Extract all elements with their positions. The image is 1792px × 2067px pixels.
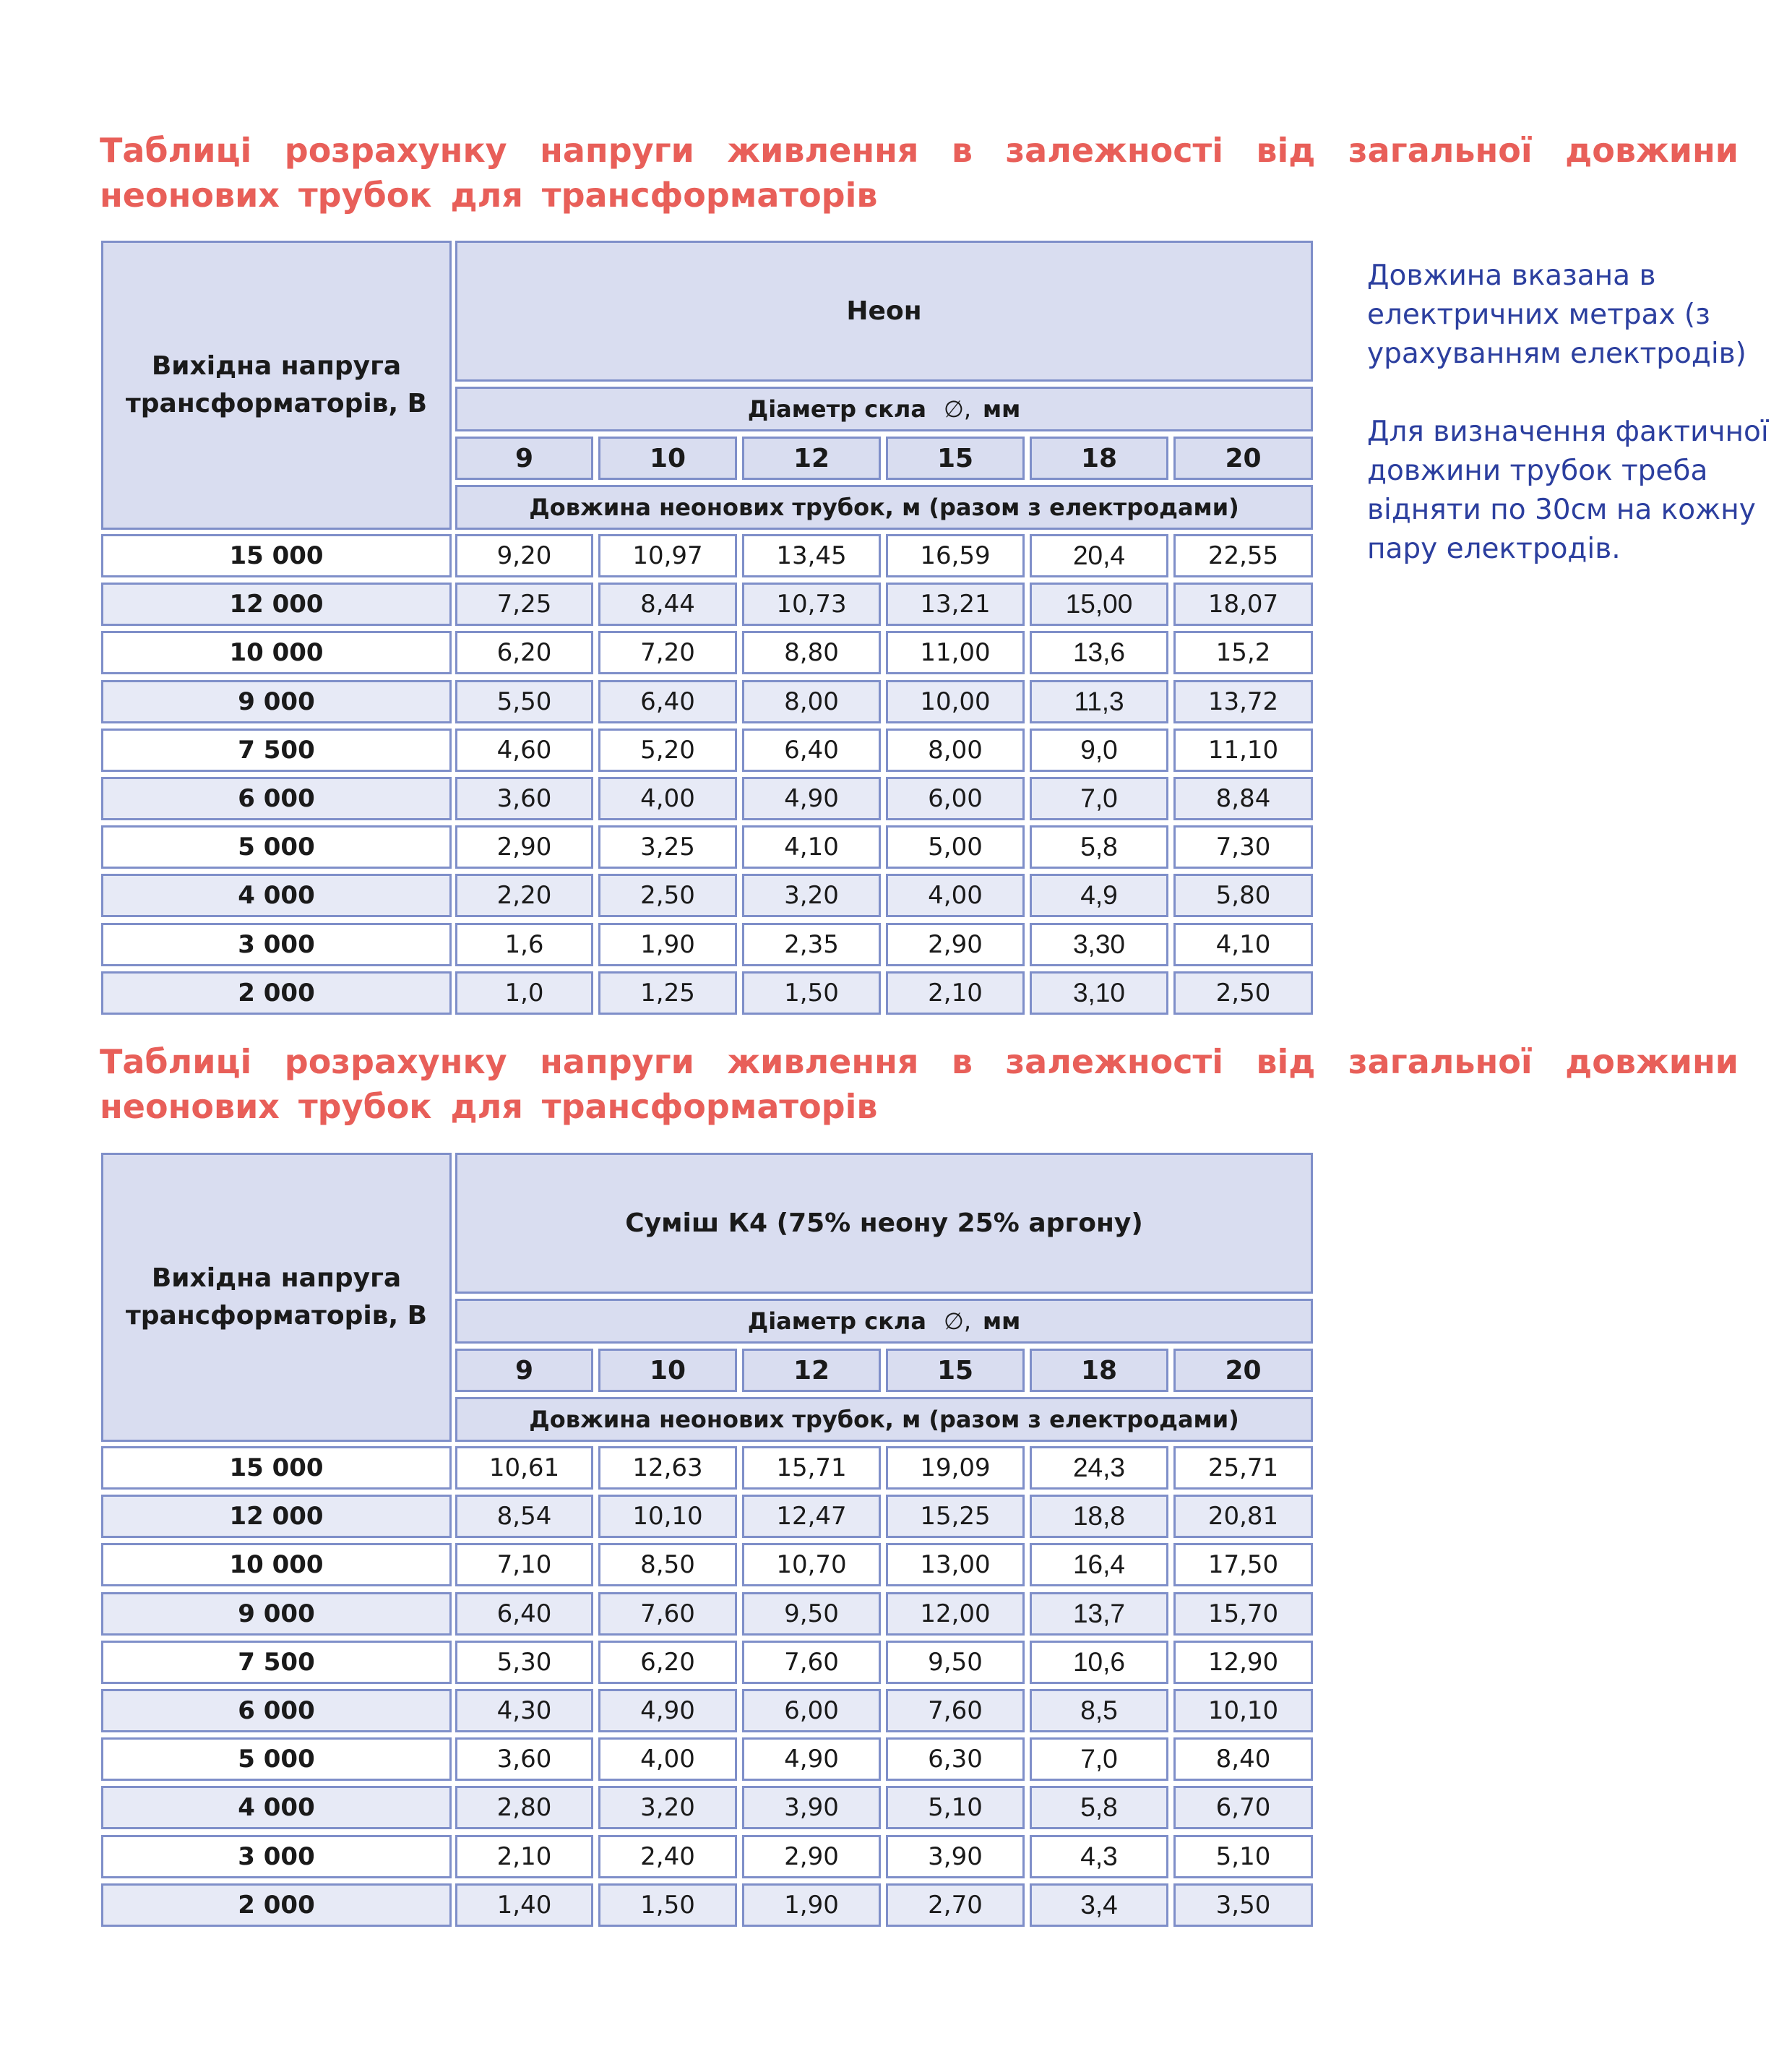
voltage-cell: 4 000 — [101, 874, 452, 917]
length-value-cell: 1,90 — [742, 1883, 881, 1927]
length-value-cell: 5,10 — [1173, 1835, 1313, 1878]
length-value-cell: 9,0 — [1030, 729, 1168, 772]
voltage-cell: 5 000 — [101, 825, 452, 869]
length-value-cell: 7,60 — [598, 1592, 737, 1636]
length-value-cell: 4,90 — [742, 777, 881, 820]
length-value-cell: 5,30 — [455, 1641, 593, 1684]
length-value-cell: 10,00 — [886, 680, 1025, 723]
gas-header: Суміш К4 (75% неону 25% аргону) — [455, 1153, 1313, 1294]
diameter-column-header: 20 — [1173, 437, 1313, 480]
length-value-cell: 2,20 — [455, 874, 593, 917]
length-value-cell: 15,00 — [1030, 583, 1168, 626]
length-value-cell: 9,50 — [886, 1641, 1025, 1684]
length-value-cell: 3,20 — [742, 874, 881, 917]
length-value-cell: 2,90 — [742, 1835, 881, 1878]
voltage-cell: 12 000 — [101, 1495, 452, 1538]
length-value-cell: 4,00 — [598, 777, 737, 820]
length-value-cell: 7,60 — [886, 1689, 1025, 1732]
table-title: Таблиці розрахунку напруги живлення в залежності від загальної довжини неонових трубок для трансформаторів — [100, 1042, 1739, 1126]
diameter-unit: мм — [982, 395, 1021, 423]
length-value-cell: 3,30 — [1030, 923, 1168, 966]
length-value-cell: 13,72 — [1173, 680, 1313, 723]
length-value-cell: 10,61 — [455, 1446, 593, 1490]
length-value-cell: 3,25 — [598, 825, 737, 869]
length-value-cell: 7,20 — [598, 631, 737, 674]
length-value-cell: 9,50 — [742, 1592, 881, 1636]
length-value-cell: 12,47 — [742, 1495, 881, 1538]
length-value-cell: 10,70 — [742, 1543, 881, 1586]
length-value-cell: 6,40 — [742, 729, 881, 772]
length-value-cell: 1,6 — [455, 923, 593, 966]
voltage-cell: 15 000 — [101, 534, 452, 577]
voltage-cell: 10 000 — [101, 1543, 452, 1586]
length-value-cell: 7,0 — [1030, 777, 1168, 820]
length-value-cell: 6,00 — [742, 1689, 881, 1732]
length-value-cell: 5,20 — [598, 729, 737, 772]
diameter-column-header: 18 — [1030, 1349, 1168, 1392]
length-value-cell: 3,10 — [1030, 971, 1168, 1015]
diameter-column-header: 12 — [742, 437, 881, 480]
length-value-cell: 4,3 — [1030, 1835, 1168, 1878]
length-value-cell: 7,60 — [742, 1641, 881, 1684]
voltage-cell: 6 000 — [101, 777, 452, 820]
length-value-cell: 7,0 — [1030, 1737, 1168, 1781]
length-value-cell: 8,80 — [742, 631, 881, 674]
diameter-column-header: 18 — [1030, 437, 1168, 480]
diameter-column-header: 12 — [742, 1349, 881, 1392]
length-value-cell: 5,50 — [455, 680, 593, 723]
length-value-cell: 8,00 — [742, 680, 881, 723]
length-header: Довжина неонових трубок, м (разом з електродами) — [455, 485, 1313, 530]
length-value-cell: 13,45 — [742, 534, 881, 577]
length-value-cell: 15,25 — [886, 1495, 1025, 1538]
length-value-cell: 6,70 — [1173, 1786, 1313, 1829]
side-note-paragraph: Для визначення фактичної довжини трубок треба відняти по 30см на кожну пару електродів. — [1367, 416, 1769, 565]
length-value-cell: 13,21 — [886, 583, 1025, 626]
voltage-cell: 5 000 — [101, 1737, 452, 1781]
length-value-cell: 4,90 — [598, 1689, 737, 1732]
length-value-cell: 6,30 — [886, 1737, 1025, 1781]
row-header: Вихідна напруга трансформаторів, В — [101, 241, 452, 530]
voltage-cell: 9 000 — [101, 680, 452, 723]
length-value-cell: 9,20 — [455, 534, 593, 577]
length-value-cell: 20,81 — [1173, 1495, 1313, 1538]
voltage-cell: 2 000 — [101, 971, 452, 1015]
length-value-cell: 8,84 — [1173, 777, 1313, 820]
length-value-cell: 4,10 — [742, 825, 881, 869]
length-value-cell: 2,10 — [886, 971, 1025, 1015]
length-value-cell: 16,4 — [1030, 1543, 1168, 1586]
table-title: Таблиці розрахунку напруги живлення в залежності від загальної довжини неонових трубок для трансформаторів — [100, 131, 1739, 215]
length-value-cell: 25,71 — [1173, 1446, 1313, 1490]
length-value-cell: 6,00 — [886, 777, 1025, 820]
length-value-cell: 19,09 — [886, 1446, 1025, 1490]
length-value-cell: 10,6 — [1030, 1641, 1168, 1684]
length-value-cell: 10,97 — [598, 534, 737, 577]
length-value-cell: 8,00 — [886, 729, 1025, 772]
length-value-cell: 2,80 — [455, 1786, 593, 1829]
length-value-cell: 3,4 — [1030, 1883, 1168, 1927]
voltage-cell: 7 500 — [101, 729, 452, 772]
length-value-cell: 15,2 — [1173, 631, 1313, 674]
length-value-cell: 7,10 — [455, 1543, 593, 1586]
length-value-cell: 13,7 — [1030, 1592, 1168, 1636]
length-value-cell: 12,63 — [598, 1446, 737, 1490]
length-value-cell: 13,00 — [886, 1543, 1025, 1586]
length-value-cell: 1,40 — [455, 1883, 593, 1927]
length-value-cell: 4,00 — [598, 1737, 737, 1781]
diameter-column-header: 9 — [455, 437, 593, 480]
length-value-cell: 6,40 — [455, 1592, 593, 1636]
voltage-cell: 3 000 — [101, 1835, 452, 1878]
length-value-cell: 16,59 — [886, 534, 1025, 577]
length-value-cell: 5,10 — [886, 1786, 1025, 1829]
length-value-cell: 5,00 — [886, 825, 1025, 869]
diameter-column-header: 15 — [886, 1349, 1025, 1392]
length-value-cell: 8,5 — [1030, 1689, 1168, 1732]
length-value-cell: 5,8 — [1030, 1786, 1168, 1829]
length-value-cell: 2,90 — [455, 825, 593, 869]
length-value-cell: 10,10 — [598, 1495, 737, 1538]
length-header: Довжина неонових трубок, м (разом з електродами) — [455, 1397, 1313, 1442]
diameter-column-header: 20 — [1173, 1349, 1313, 1392]
length-value-cell: 3,50 — [1173, 1883, 1313, 1927]
diameter-unit: мм — [982, 1307, 1021, 1335]
voltage-cell: 12 000 — [101, 583, 452, 626]
length-value-cell: 8,44 — [598, 583, 737, 626]
length-value-cell: 22,55 — [1173, 534, 1313, 577]
diameter-column-header: 10 — [598, 1349, 737, 1392]
length-value-cell: 1,50 — [598, 1883, 737, 1927]
length-value-cell: 1,0 — [455, 971, 593, 1015]
length-value-cell: 11,3 — [1030, 680, 1168, 723]
diameter-symbol: ∅, — [943, 1307, 971, 1335]
length-value-cell: 6,40 — [598, 680, 737, 723]
length-value-cell: 2,35 — [742, 923, 881, 966]
diameter-header — [455, 387, 1313, 431]
length-value-cell: 7,30 — [1173, 825, 1313, 869]
length-value-cell: 10,10 — [1173, 1689, 1313, 1732]
length-value-cell: 10,73 — [742, 583, 881, 626]
length-value-cell: 4,9 — [1030, 874, 1168, 917]
diameter-header — [455, 1299, 1313, 1344]
length-value-cell: 4,10 — [1173, 923, 1313, 966]
length-value-cell: 2,50 — [598, 874, 737, 917]
length-value-cell: 2,40 — [598, 1835, 737, 1878]
voltage-cell: 3 000 — [101, 923, 452, 966]
length-value-cell: 17,50 — [1173, 1543, 1313, 1586]
length-value-cell: 20,4 — [1030, 534, 1168, 577]
voltage-cell: 7 500 — [101, 1641, 452, 1684]
voltage-cell: 4 000 — [101, 1786, 452, 1829]
length-value-cell: 3,20 — [598, 1786, 737, 1829]
length-value-cell: 1,50 — [742, 971, 881, 1015]
diameter-column-header: 10 — [598, 437, 737, 480]
length-value-cell: 2,50 — [1173, 971, 1313, 1015]
length-value-cell: 2,70 — [886, 1883, 1025, 1927]
side-note — [1367, 257, 1772, 608]
row-header: Вихідна напруга трансформаторів, В — [101, 1153, 452, 1442]
length-value-cell: 2,90 — [886, 923, 1025, 966]
length-value-cell: 13,6 — [1030, 631, 1168, 674]
length-value-cell: 5,80 — [1173, 874, 1313, 917]
length-value-cell: 8,54 — [455, 1495, 593, 1538]
voltage-cell: 15 000 — [101, 1446, 452, 1490]
length-value-cell: 7,25 — [455, 583, 593, 626]
length-value-cell: 18,8 — [1030, 1495, 1168, 1538]
gas-header: Неон — [455, 241, 1313, 382]
length-value-cell: 3,90 — [886, 1835, 1025, 1878]
length-value-cell: 3,60 — [455, 1737, 593, 1781]
length-value-cell: 4,30 — [455, 1689, 593, 1732]
length-value-cell: 11,10 — [1173, 729, 1313, 772]
length-value-cell: 1,90 — [598, 923, 737, 966]
length-value-cell: 11,00 — [886, 631, 1025, 674]
voltage-cell: 9 000 — [101, 1592, 452, 1636]
length-value-cell: 1,25 — [598, 971, 737, 1015]
length-value-cell: 12,90 — [1173, 1641, 1313, 1684]
length-value-cell: 15,70 — [1173, 1592, 1313, 1636]
length-value-cell: 4,60 — [455, 729, 593, 772]
diameter-label: Діаметр скла — [747, 395, 926, 423]
diameter-column-header: 9 — [455, 1349, 593, 1392]
length-value-cell: 6,20 — [455, 631, 593, 674]
voltage-cell: 6 000 — [101, 1689, 452, 1732]
diameter-label: Діаметр скла — [747, 1307, 926, 1335]
length-value-cell: 8,50 — [598, 1543, 737, 1586]
diameter-column-header: 15 — [886, 437, 1025, 480]
side-note-paragraph: Довжина вказана в електричних метрах (з урахуванням електродів) — [1367, 259, 1746, 370]
voltage-cell: 10 000 — [101, 631, 452, 674]
length-value-cell: 18,07 — [1173, 583, 1313, 626]
length-value-cell: 8,40 — [1173, 1737, 1313, 1781]
length-value-cell: 6,20 — [598, 1641, 737, 1684]
length-value-cell: 3,60 — [455, 777, 593, 820]
diameter-symbol: ∅, — [943, 395, 971, 423]
length-value-cell: 15,71 — [742, 1446, 881, 1490]
voltage-cell: 2 000 — [101, 1883, 452, 1927]
length-value-cell: 3,90 — [742, 1786, 881, 1829]
length-value-cell: 12,00 — [886, 1592, 1025, 1636]
length-value-cell: 24,3 — [1030, 1446, 1168, 1490]
length-value-cell: 4,90 — [742, 1737, 881, 1781]
length-value-cell: 2,10 — [455, 1835, 593, 1878]
length-value-cell: 5,8 — [1030, 825, 1168, 869]
length-value-cell: 4,00 — [886, 874, 1025, 917]
